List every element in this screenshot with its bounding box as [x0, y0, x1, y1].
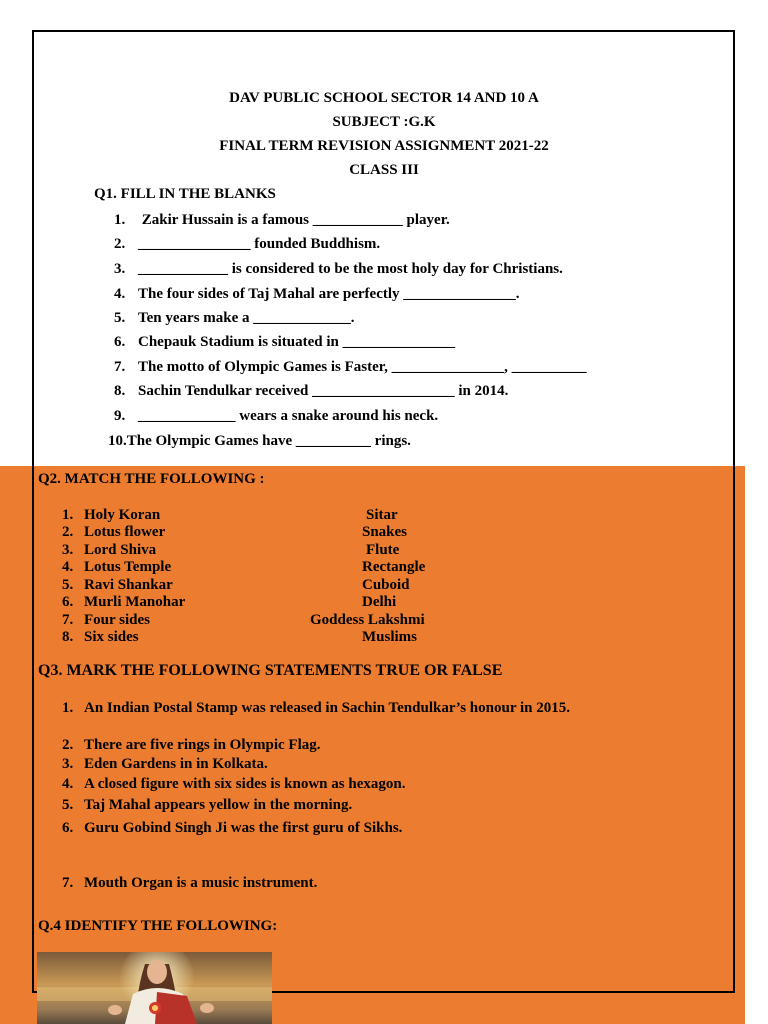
match-right: Muslims: [362, 629, 418, 645]
q1-item: 4. The four sides of Taj Mahal are perfectly _______________.: [114, 286, 520, 302]
q1-item: 5. Ten years make a _____________.: [114, 310, 355, 326]
tf-num: 6.: [62, 820, 74, 836]
match-right: Cuboid: [362, 577, 410, 593]
q1-item: 8. Sachin Tendulkar received ___________________ in 2014.: [114, 383, 509, 399]
q1-item: 9. _____________ wears a snake around his neck.: [114, 408, 439, 424]
jesus-image: [37, 952, 272, 1024]
subject-line: SUBJECT :G.K: [332, 114, 436, 130]
match-num: 3.: [62, 542, 74, 558]
match-num: 4.: [62, 559, 74, 575]
match-num: 6.: [62, 594, 74, 610]
match-left: Murli Manohar: [84, 594, 186, 610]
q1-item: 6. Chepauk Stadium is situated in _______________: [114, 334, 456, 350]
q1-item: 10.The Olympic Games have __________ rings.: [108, 433, 411, 449]
tf-num: 3.: [62, 756, 74, 772]
match-left: Holy Koran: [84, 507, 161, 523]
match-right: Delhi: [362, 594, 397, 610]
match-num: 2.: [62, 524, 74, 540]
match-right: Flute: [366, 542, 400, 558]
match-left: Lotus flower: [84, 524, 166, 540]
tf-num: 1.: [62, 700, 74, 716]
q1-item: 1. Zakir Hussain is a famous ____________ player.: [114, 212, 450, 228]
school-name: DAV PUBLIC SCHOOL SECTOR 14 AND 10 A: [229, 90, 539, 106]
tf-num: 2.: [62, 737, 74, 753]
q1-heading: Q1. FILL IN THE BLANKS: [94, 186, 276, 202]
tf-statement: An Indian Postal Stamp was released in Sachin Tendulkar’s honour in 2015.: [84, 700, 570, 716]
tf-num: 7.: [62, 875, 74, 891]
tf-num: 5.: [62, 797, 74, 813]
match-left: Four sides: [84, 612, 150, 628]
match-right: Snakes: [362, 524, 408, 540]
tf-statement: There are five rings in Olympic Flag.: [84, 737, 321, 753]
q4-heading: Q.4 IDENTIFY THE FOLLOWING:: [38, 918, 278, 934]
tf-statement: Eden Gardens in in Kolkata.: [84, 756, 268, 772]
class-line: CLASS III: [349, 162, 419, 178]
match-left: Lotus Temple: [84, 559, 172, 575]
q3-heading: Q3. MARK THE FOLLOWING STATEMENTS TRUE OR FALSE: [38, 662, 503, 679]
match-num: 8.: [62, 629, 74, 645]
match-num: 7.: [62, 612, 74, 628]
tf-statement: Guru Gobind Singh Ji was the first guru of Sikhs.: [84, 820, 403, 836]
tf-statement: Taj Mahal appears yellow in the morning.: [84, 797, 353, 813]
q1-item: 2. _______________ founded Buddhism.: [114, 236, 381, 252]
q1-item: 7. The motto of Olympic Games is Faster, _______________, __________: [114, 359, 587, 375]
match-right: Sitar: [366, 507, 398, 523]
q1-item: 3. ____________ is considered to be the most holy day for Christians.: [114, 261, 563, 277]
document-header: [0, 86, 768, 182]
match-right: Rectangle: [362, 559, 426, 575]
match-left: Six sides: [84, 629, 139, 645]
match-num: 1.: [62, 507, 74, 523]
match-right: Goddess Lakshmi: [310, 612, 425, 628]
match-num: 5.: [62, 577, 74, 593]
tf-statement: A closed figure with six sides is known as hexagon.: [84, 776, 406, 792]
q2-heading: Q2. MATCH THE FOLLOWING :: [38, 471, 265, 487]
tf-statement: Mouth Organ is a music instrument.: [84, 875, 318, 891]
tf-num: 4.: [62, 776, 74, 792]
assignment-title: FINAL TERM REVISION ASSIGNMENT 2021-22: [219, 138, 549, 154]
match-left: Ravi Shankar: [84, 577, 173, 593]
match-left: Lord Shiva: [84, 542, 157, 558]
